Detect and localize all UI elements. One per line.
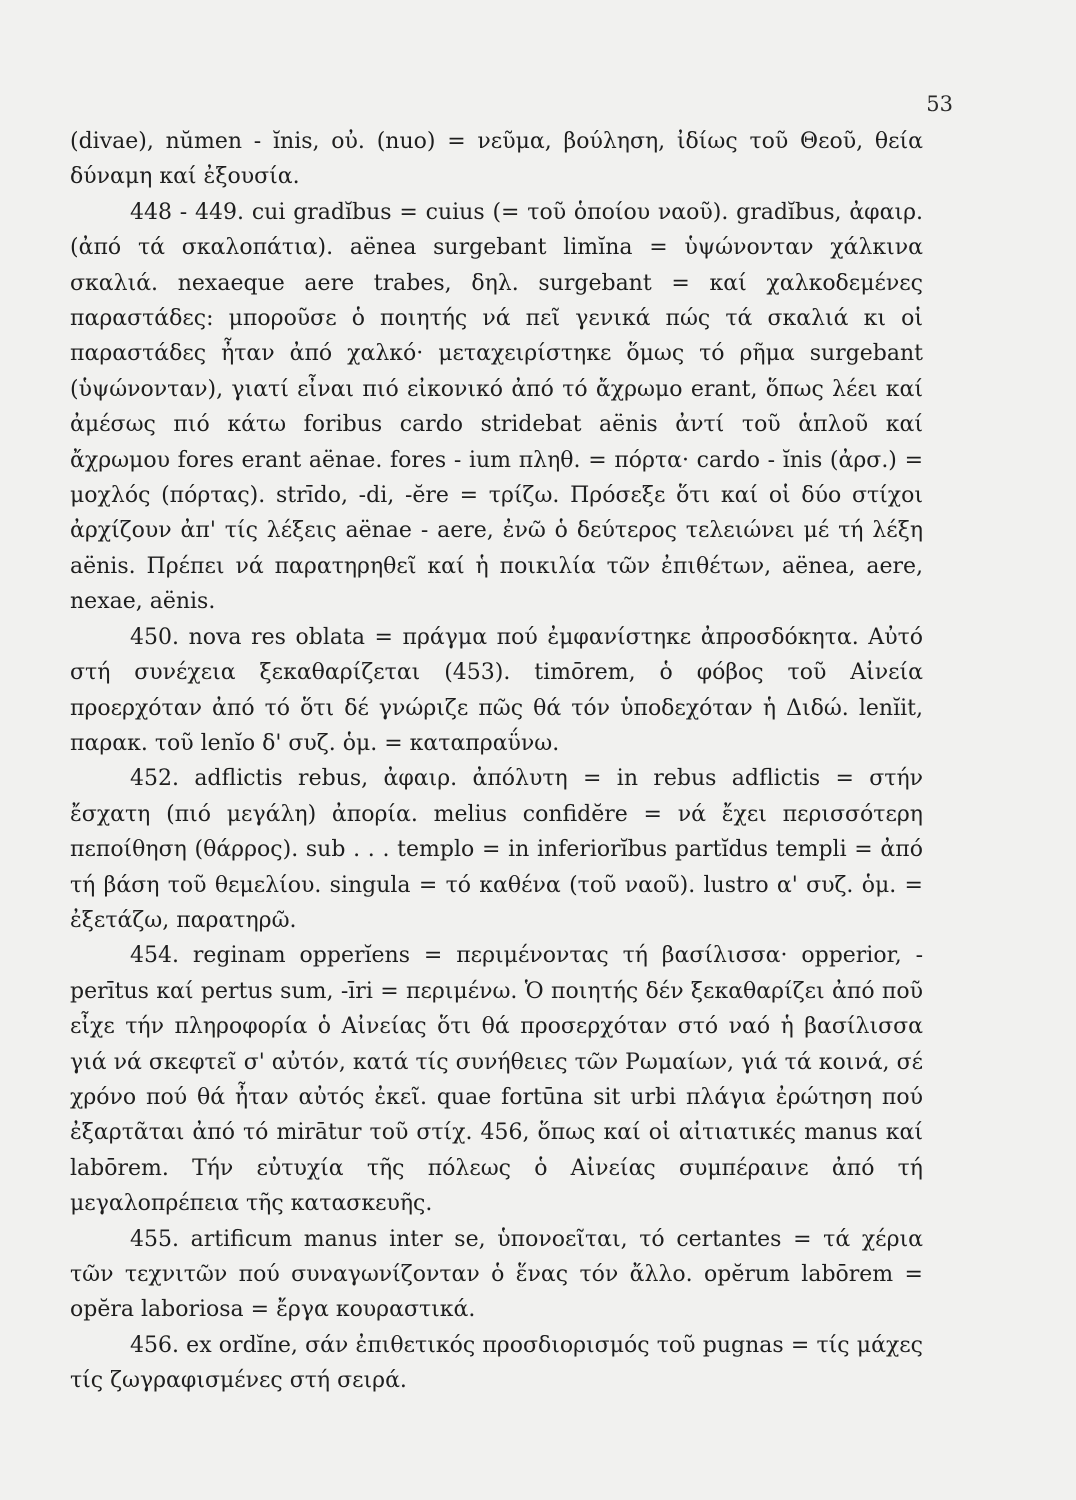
- paragraph-divae: (divae), nŭmen - ĭnis, οὐ. (nuo) = νεῦμα, βούληση, ἰδίως τοῦ Θεοῦ, θεία δύναμη καί ἐξουσία.: [70, 129, 923, 190]
- paragraph-455: 455. artificum manus inter se, ὑπονοεῖται, τό certantes = τά χέρια τῶν τεχνιτῶν πού συναγωνίζονταν ὁ ἕνας τόν ἄλλο. opĕrum labōrem = opĕra laboriosa = ἔργα κουραστικά.: [70, 1226, 923, 1323]
- paragraph-448-449: 448 - 449. cui gradĭbus = cuius (= τοῦ ὁποίου ναοῦ). gradĭbus, ἀφαιρ. (ἀπό τά σκαλοπάτια). aënea surgebant limĭna = ὑψώνονταν χάλκινα σκαλιά. nexaeque aere trabes, δηλ. surgebant = καί χαλκοδεμένες παραστάδες: μποροῦσε ὁ ποιητής νά πεῖ γενικά πώς τά σκαλιά κι οἱ παραστάδες ἦταν ἀπό χαλκό· μεταχειρίστηκε ὅμως τό ρῆμα surgebant (ὑψώνονταν), γιατί εἶναι πιό εἰκονικό ἀπό τό ἄχρωμο erant, ὅπως λέει καί ἀμέσως πιό κάτω foribus cardo stridebat aënis ἀντί τοῦ ἁπλοῦ καί ἄχρωμου fores erant aënae. fores - ium πληθ. = πόρτα· cardo - ĭnis (ἀρσ.) = μοχλός (πόρτας). strīdo, -di, -ĕre = τρίζω. Πρόσεξε ὅτι καί οἱ δύο στίχοι ἀρχίζουν ἀπ' τίς λέξεις aënae - aere, ἐνῶ ὁ δεύτερος τελειώνει μέ τή λέξη aënis. Πρέπει νά παρατηρηθεῖ καί ἡ ποικιλία τῶν ἐπιθέτων, aënea, aere, nexae, aënis.: [70, 199, 923, 615]
- paragraph-450: 450. nova res oblata = πράγμα πού ἐμφανίστηκε ἀπροσδόκητα. Αὐτό στή συνέχεια ξεκαθαρίζεται (453). timōrem, ὁ φόβος τοῦ Αἰνεία προερχόταν ἀπό τό ὅτι δέ γνώριζε πῶς θά τόν ὑποδεχόταν ἡ Διδώ. lenĭit, παρακ. τοῦ lenĭo δ' συζ. ὁμ. = καταπραΰνω.: [70, 624, 923, 756]
- paragraph-452: 452. adflictis rebus, ἀφαιρ. ἀπόλυτη = in rebus adflictis = στήν ἔσχατη (πιό μεγάλη) ἀπορία. melius confidĕre = νά ἔχει περισσότερη πεποίθηση (θάρρος). sub . . . templo = in inferiorĭbus partĭdus templi = ἀπό τή βάση τοῦ θεμελίου. singula = τό καθένα (τοῦ ναοῦ). lustro α' συζ. ὁμ. = ἐξετάζω, παρατηρῶ.: [70, 766, 923, 933]
- paragraph-456: 456. ex ordĭne, σάν ἐπιθετικός προσδιορισμός τοῦ pugnas = τίς μάχες τίς ζωγραφισμένες στή σειρά.: [70, 1332, 923, 1394]
- paragraph-454: 454. reginam opperĭens = περιμένοντας τή βασίλισσα· opperior, -perītus καί pertus sum, -īri = περιμένω. Ὁ ποιητής δέν ξεκαθαρίζει ἀπό ποῦ εἶχε τήν πληροφορία ὁ Αἰνείας ὅτι θά προσερχόταν στό ναό ἡ βασίλισσα γιά νά σκεφτεῖ σ' αὐτόν, κατά τίς συνήθειες τῶν Ρωμαίων, γιά τά κοινά, σέ χρόνο πού θά ἦταν αὐτός ἐκεῖ. quae fortūna sit urbi πλάγια ἐρώτηση πού ἐξαρτᾶται ἀπό τό mirātur τοῦ στίχ. 456, ὅπως καί οἱ αἰτιατικές manus καί labōrem. Τήν εὐτυχία τῆς πόλεως ὁ Αἰνείας συμπέραινε ἀπό τή μεγαλοπρέπεια τῆς κατασκευῆς.: [70, 943, 923, 1217]
- commentary-text: [70, 124, 923, 1399]
- page-number: 53: [926, 92, 953, 116]
